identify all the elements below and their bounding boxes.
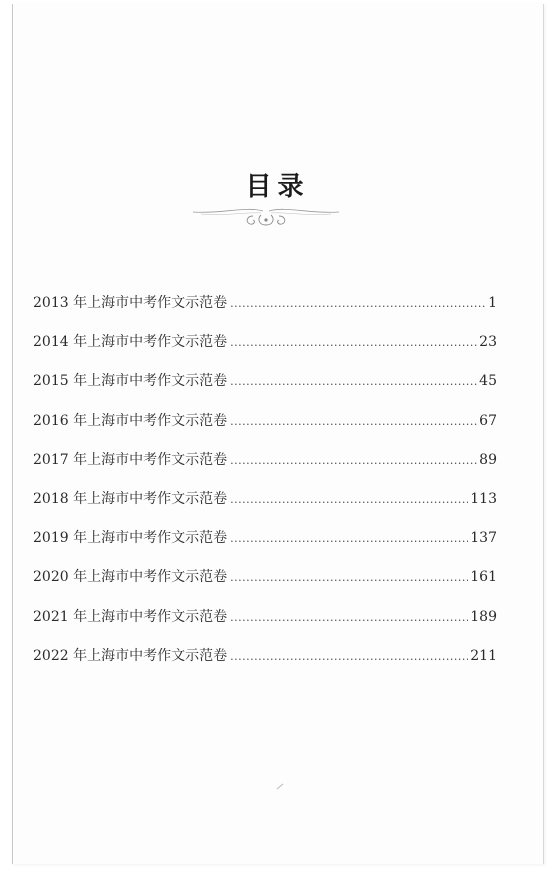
toc-entry-title: 2017 年上海市中考作文示范卷: [33, 451, 228, 468]
dot-leader: [230, 493, 468, 506]
dot-leader: [230, 650, 468, 663]
toc-entry-title: 2014 年上海市中考作文示范卷: [33, 334, 228, 351]
toc-entry[interactable]: [33, 331, 497, 370]
toc-entry-page: 45: [479, 373, 497, 390]
dot-leader: [230, 415, 477, 428]
toc-entry-page: 189: [470, 608, 497, 625]
dot-leader: [230, 454, 477, 467]
toc-entry-title: 2018 年上海市中考作文示范卷: [33, 490, 228, 507]
toc-entry-title: 2020 年上海市中考作文示范卷: [33, 569, 228, 586]
toc-entry-title: 2016 年上海市中考作文示范卷: [33, 412, 228, 429]
ornament-divider-icon: [191, 200, 341, 230]
toc-entry[interactable]: [33, 488, 497, 527]
toc-entry-title: 2021 年上海市中考作文示范卷: [33, 608, 228, 625]
toc-entry-page: 137: [470, 530, 497, 547]
toc-entry[interactable]: [33, 645, 497, 684]
toc-entry-page: 211: [470, 647, 497, 664]
dot-leader: [230, 532, 468, 545]
dot-leader: [230, 375, 477, 388]
toc-entry-title: 2015 年上海市中考作文示范卷: [33, 373, 228, 390]
table-of-contents: [33, 292, 497, 684]
toc-entry[interactable]: [33, 292, 497, 331]
toc-entry-title: 2013 年上海市中考作文示范卷: [33, 295, 228, 311]
toc-entry-title: 2019 年上海市中考作文示范卷: [33, 530, 228, 547]
dot-leader: [230, 297, 486, 310]
toc-entry-title: 2022 年上海市中考作文示范卷: [33, 647, 228, 664]
toc-entry-page: 67: [479, 412, 497, 429]
toc-entry[interactable]: [33, 527, 497, 566]
toc-entry[interactable]: [33, 370, 497, 409]
toc-entry[interactable]: [33, 606, 497, 645]
toc-entry[interactable]: [33, 449, 497, 488]
dot-leader: [230, 571, 468, 584]
page-title: 目录: [245, 172, 310, 202]
toc-entry[interactable]: [33, 566, 497, 605]
toc-entry[interactable]: [33, 410, 497, 449]
toc-entry-page: 89: [479, 451, 497, 468]
toc-entry-page: 113: [470, 490, 497, 507]
dot-leader: [230, 611, 468, 624]
toc-entry-page: 161: [470, 569, 497, 586]
toc-entry-page: 1: [488, 295, 497, 311]
toc-entry-page: 23: [479, 334, 497, 351]
dot-leader: [230, 336, 477, 349]
